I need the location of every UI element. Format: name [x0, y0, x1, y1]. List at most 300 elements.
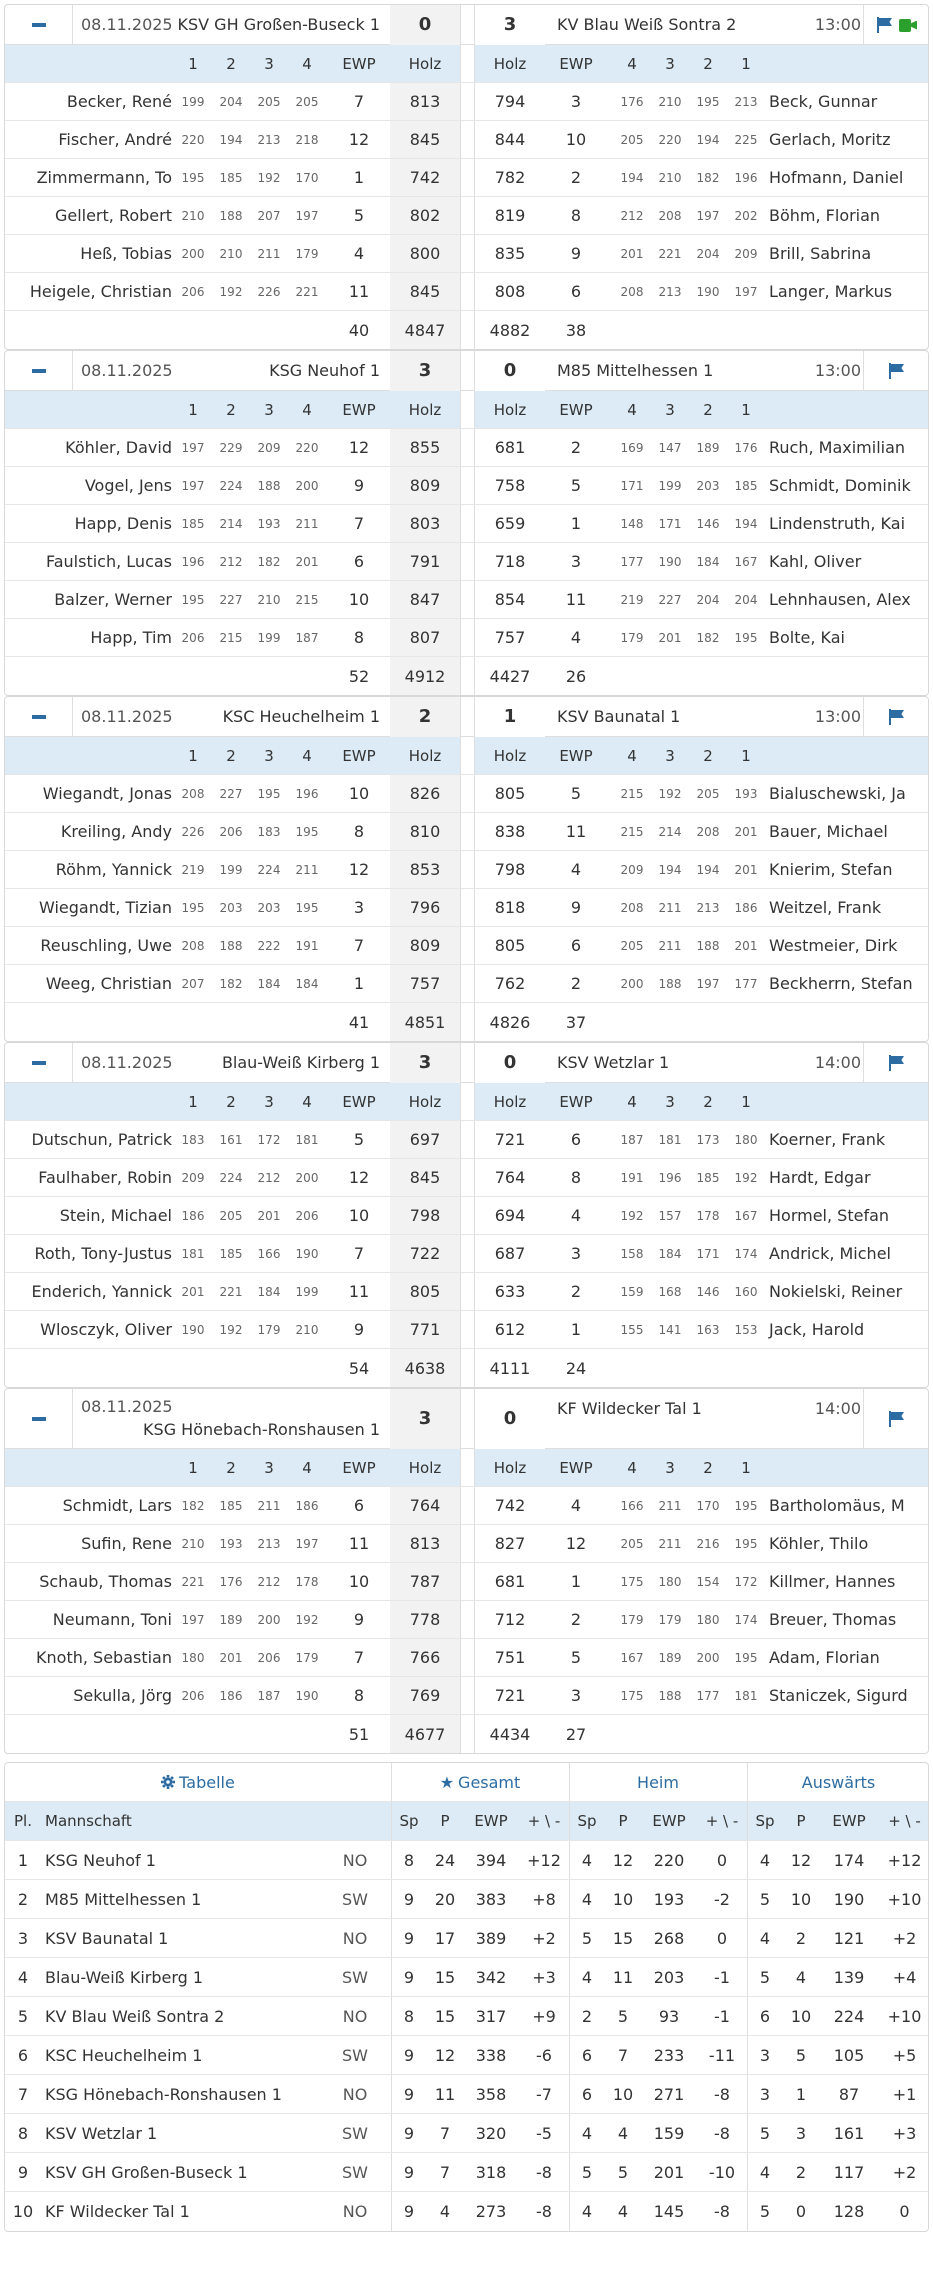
home-game-score: 201	[295, 554, 319, 569]
home-holz: 787	[390, 1563, 460, 1600]
region: SW	[342, 2162, 368, 2182]
away-player[interactable]: Langer, Markus	[769, 282, 893, 301]
home-game-score: 190	[295, 1246, 319, 1261]
away-ewp: 9	[570, 898, 582, 917]
home-holz: 778	[390, 1601, 460, 1638]
away-game-score: 146	[696, 1284, 720, 1299]
rank: 9	[17, 2162, 29, 2182]
tab-tabelle-label: Tabelle	[179, 1772, 235, 1792]
home-game-score: 195	[181, 170, 205, 185]
home-player[interactable]: Wlosczyk, Oliver	[40, 1320, 172, 1339]
away-ewp: 4	[570, 1496, 582, 1515]
away-holz: 742	[494, 1496, 526, 1515]
video-icon[interactable]	[899, 19, 917, 32]
away-holz: 838	[494, 822, 526, 841]
away-game-score: 190	[658, 554, 682, 569]
heim-value: 4	[581, 2202, 593, 2221]
team-name[interactable]: KSG Hönebach-Ronshausen 1	[45, 2084, 282, 2104]
home-player[interactable]: Neumann, Toni	[52, 1610, 172, 1629]
away-player[interactable]: Andrick, Michel	[769, 1244, 891, 1263]
home-game-score: 180	[181, 1650, 205, 1665]
standings-group-row	[5, 1763, 928, 1802]
match-header	[5, 5, 928, 45]
home-player[interactable]: Gellert, Robert	[54, 206, 172, 225]
home-game-score: 200	[257, 1612, 281, 1627]
heim-value: 4	[617, 2202, 629, 2221]
home-score: 3	[390, 351, 460, 391]
player-row	[5, 1563, 928, 1601]
away-player[interactable]: Hormel, Stefan	[769, 1206, 890, 1225]
away-game-score: 205	[620, 1536, 644, 1551]
col-ewp: EWP	[559, 746, 593, 765]
player-row	[5, 1601, 928, 1639]
away-team: KSV Wetzlar 1	[557, 1053, 670, 1072]
away-game-score: 192	[658, 786, 682, 801]
player-row	[5, 927, 928, 965]
rank: 3	[17, 1928, 29, 1948]
gesamt-value: 342	[475, 1967, 507, 1987]
col-game-3: 3	[264, 400, 274, 419]
collapse-button[interactable]	[5, 1043, 73, 1083]
region: SW	[342, 2045, 368, 2065]
flag-icon[interactable]	[877, 17, 893, 33]
home-total-holz: 4912	[390, 657, 460, 695]
home-game-score: 185	[181, 516, 205, 531]
away-holz: 687	[494, 1244, 526, 1263]
home-player[interactable]: Happ, Denis	[74, 514, 172, 533]
gesamt-value: 318	[475, 2162, 507, 2182]
auswaerts-value: 2	[795, 1928, 807, 1948]
away-game-score: 213	[658, 284, 682, 299]
away-game-score: 216	[696, 1536, 720, 1551]
auswaerts-value: 3	[759, 2045, 771, 2065]
home-game-score: 209	[257, 440, 281, 455]
home-game-score: 211	[295, 516, 319, 531]
auswaerts-value: 5	[759, 1967, 771, 1987]
region: SW	[342, 1967, 368, 1987]
home-game-score: 212	[257, 1170, 281, 1185]
away-game-score: 176	[620, 94, 644, 109]
home-player[interactable]: Schmidt, Lars	[62, 1496, 172, 1515]
home-total-ewp: 54	[348, 1358, 370, 1378]
home-game-score: 206	[257, 1650, 281, 1665]
home-player[interactable]: Sufin, Rene	[81, 1534, 172, 1553]
away-game-score: 220	[658, 132, 682, 147]
match-card	[4, 696, 929, 1042]
heim-value: 10	[612, 2084, 634, 2104]
heim-value: 4	[581, 2123, 593, 2143]
home-player[interactable]: Wiegandt, Tizian	[39, 898, 172, 917]
col-game-4: 4	[627, 746, 637, 765]
home-game-score: 206	[219, 824, 243, 839]
auswaerts-value: +2	[892, 1928, 917, 1948]
home-player[interactable]: Zimmermann, To	[36, 168, 172, 187]
away-player[interactable]: Breuer, Thomas	[769, 1610, 897, 1629]
col-game-1: 1	[188, 54, 198, 73]
away-game-score: 158	[620, 1246, 644, 1261]
away-player[interactable]: Bauer, Michael	[769, 822, 888, 841]
home-player[interactable]: Enderich, Yannick	[31, 1282, 172, 1301]
away-game-score: 174	[734, 1246, 758, 1261]
away-game-score: 188	[658, 976, 682, 991]
home-holz: 813	[390, 1525, 460, 1562]
total-row	[5, 1349, 928, 1387]
team-name[interactable]: KSV Baunatal 1	[45, 1928, 169, 1948]
region: NO	[342, 1928, 368, 1948]
rank: 4	[17, 1967, 29, 1987]
auswaerts-value: +1	[892, 2084, 917, 2104]
home-game-score: 201	[219, 1650, 243, 1665]
away-game-score: 182	[696, 630, 720, 645]
away-game-score: 201	[734, 938, 758, 953]
home-game-score: 182	[219, 976, 243, 991]
away-game-score: 209	[734, 246, 758, 261]
home-game-score: 190	[181, 1322, 205, 1337]
flag-icon[interactable]	[889, 1411, 905, 1427]
team-name[interactable]: KSV Wetzlar 1	[45, 2123, 158, 2143]
col-p: P	[618, 1812, 628, 1830]
home-game-score: 188	[219, 208, 243, 223]
home-player[interactable]: Heß, Tobias	[80, 244, 172, 263]
collapse-button[interactable]	[5, 1389, 73, 1449]
away-ewp: 8	[570, 206, 582, 225]
home-player[interactable]: Happ, Tim	[90, 628, 172, 647]
home-ewp: 7	[353, 514, 365, 533]
away-player[interactable]: Hofmann, Daniel	[769, 168, 904, 187]
col-ewp: EWP	[559, 54, 593, 73]
tab-tabelle[interactable]	[5, 1763, 391, 1801]
home-game-score: 212	[257, 1574, 281, 1589]
away-player[interactable]: Schmidt, Dominik	[769, 476, 911, 495]
col-ewp: EWP	[559, 400, 593, 419]
col-game-2: 2	[226, 1458, 236, 1477]
home-player[interactable]: Wiegandt, Jonas	[42, 784, 172, 803]
match-date: 08.11.2025	[81, 1397, 173, 1416]
away-holz: 751	[494, 1648, 526, 1667]
away-holz: 694	[494, 1206, 526, 1225]
away-player[interactable]: Bialuschewski, Ja	[769, 784, 906, 803]
auswaerts-value: +4	[892, 1967, 917, 1987]
home-player[interactable]: Knoth, Sebastian	[36, 1648, 172, 1667]
home-game-score: 195	[257, 786, 281, 801]
col-diff: + \ -	[888, 1812, 921, 1830]
match-card	[4, 1042, 929, 1388]
home-game-score: 226	[257, 284, 281, 299]
match-date: 08.11.2025	[81, 361, 173, 380]
home-game-score: 166	[257, 1246, 281, 1261]
home-game-score: 205	[257, 94, 281, 109]
col-holz: Holz	[390, 1083, 460, 1120]
team-name[interactable]: KSG Neuhof 1	[45, 1850, 156, 1870]
rank: 7	[17, 2084, 29, 2104]
gesamt-value: +2	[532, 1928, 556, 1948]
away-ewp: 2	[570, 1610, 582, 1629]
player-row	[5, 1273, 928, 1311]
standings-row	[5, 2075, 928, 2114]
home-game-score: 200	[295, 1170, 319, 1185]
away-game-score: 157	[658, 1208, 682, 1223]
team-name[interactable]: KF Wildecker Tal 1	[45, 2202, 190, 2221]
home-game-score: 199	[295, 1284, 319, 1299]
away-player[interactable]: Köhler, Thilo	[769, 1534, 869, 1553]
away-team: KV Blau Weiß Sontra 2	[557, 15, 737, 34]
home-holz: 845	[390, 273, 460, 310]
gesamt-value: 320	[475, 2123, 507, 2143]
home-player[interactable]: Becker, René	[66, 92, 172, 111]
gear-icon	[161, 1775, 175, 1789]
away-game-score: 180	[734, 1132, 758, 1147]
away-holz: 633	[494, 1282, 526, 1301]
away-player[interactable]: Koerner, Frank	[769, 1130, 886, 1149]
away-game-score: 195	[734, 1498, 758, 1513]
away-player[interactable]: Adam, Florian	[769, 1648, 880, 1667]
away-player[interactable]: Beckherrn, Stefan	[769, 974, 913, 993]
away-game-score: 172	[734, 1574, 758, 1589]
home-score: 3	[390, 1389, 460, 1449]
away-game-score: 225	[734, 132, 758, 147]
away-game-score: 202	[734, 208, 758, 223]
gesamt-value: -5	[536, 2123, 552, 2143]
away-ewp: 6	[570, 1130, 582, 1149]
auswaerts-value: 121	[833, 1928, 865, 1948]
away-ewp: 3	[570, 1686, 582, 1705]
tab-auswaerts[interactable]	[747, 1763, 929, 1801]
away-game-score: 205	[620, 938, 644, 953]
away-game-score: 219	[620, 592, 644, 607]
home-game-score: 210	[295, 1322, 319, 1337]
collapse-button[interactable]	[5, 351, 73, 391]
away-total-ewp: 27	[565, 1724, 587, 1744]
home-ewp: 12	[348, 130, 370, 149]
flag-icon[interactable]	[889, 363, 905, 379]
home-ewp: 12	[348, 860, 370, 879]
player-row	[5, 543, 928, 581]
away-player[interactable]: Beck, Gunnar	[769, 92, 878, 111]
home-ewp: 4	[353, 244, 365, 263]
team-name[interactable]: KV Blau Weiß Sontra 2	[45, 2006, 225, 2026]
player-row	[5, 889, 928, 927]
home-game-score: 197	[181, 478, 205, 493]
tab-gesamt[interactable]	[391, 1763, 569, 1801]
home-player[interactable]: Roth, Tony-Justus	[34, 1244, 172, 1263]
gesamt-value: +8	[532, 1889, 556, 1909]
away-game-score: 189	[696, 440, 720, 455]
away-game-score: 181	[658, 1132, 682, 1147]
away-player[interactable]: Jack, Harold	[769, 1320, 865, 1339]
away-game-score: 197	[734, 284, 758, 299]
home-game-score: 188	[219, 938, 243, 953]
away-game-score: 141	[658, 1322, 682, 1337]
away-holz: 718	[494, 552, 526, 571]
away-ewp: 2	[570, 438, 582, 457]
away-game-score: 171	[620, 478, 644, 493]
standings-row	[5, 1958, 928, 1997]
away-ewp: 5	[570, 784, 582, 803]
away-game-score: 180	[696, 1612, 720, 1627]
home-ewp: 10	[348, 590, 370, 609]
home-player[interactable]: Faulstich, Lucas	[46, 552, 172, 571]
team-name[interactable]: Blau-Weiß Kirberg 1	[45, 1967, 204, 1987]
col-diff: + \ -	[527, 1812, 561, 1830]
away-player[interactable]: Staniczek, Sigurd	[769, 1686, 908, 1705]
home-player[interactable]: Balzer, Werner	[54, 590, 172, 609]
home-player[interactable]: Köhler, David	[65, 438, 172, 457]
player-row	[5, 1487, 928, 1525]
away-game-score: 197	[696, 976, 720, 991]
home-holz: 855	[390, 429, 460, 466]
home-holz: 805	[390, 1273, 460, 1310]
home-ewp: 6	[353, 1496, 365, 1515]
player-row	[5, 1677, 928, 1715]
team-name[interactable]: KSV GH Großen-Buseck 1	[45, 2162, 248, 2182]
match-header	[5, 1389, 928, 1449]
home-player[interactable]: Röhm, Yannick	[55, 860, 172, 879]
away-game-score: 211	[658, 938, 682, 953]
match-date: 08.11.2025	[81, 707, 173, 726]
home-game-score: 222	[257, 938, 281, 953]
away-player[interactable]: Ruch, Maximilian	[769, 438, 906, 457]
away-game-score: 169	[620, 440, 644, 455]
away-holz: 721	[494, 1130, 526, 1149]
col-game-1: 1	[741, 1092, 751, 1111]
home-player[interactable]: Sekulla, Jörg	[73, 1686, 172, 1705]
home-ewp: 6	[353, 552, 365, 571]
col-p: P	[796, 1812, 806, 1830]
away-game-score: 146	[696, 516, 720, 531]
home-score: 0	[390, 5, 460, 45]
auswaerts-value: 5	[759, 2202, 771, 2221]
tab-heim[interactable]	[569, 1763, 747, 1801]
collapse-button[interactable]	[5, 697, 73, 737]
standings-row	[5, 2036, 928, 2075]
flag-icon[interactable]	[889, 709, 905, 725]
away-player[interactable]: Lehnhausen, Alex	[769, 590, 911, 609]
heim-value: 6	[581, 2084, 593, 2104]
away-ewp: 9	[570, 244, 582, 263]
player-row	[5, 1311, 928, 1349]
home-ewp: 11	[348, 1282, 370, 1301]
away-holz: 798	[494, 860, 526, 879]
home-ewp: 9	[353, 476, 365, 495]
flag-icon[interactable]	[889, 1055, 905, 1071]
home-ewp: 11	[348, 282, 370, 301]
gesamt-value: 273	[475, 2202, 507, 2221]
home-player[interactable]: Faulhaber, Robin	[38, 1168, 172, 1187]
away-game-score: 179	[658, 1612, 682, 1627]
away-total-holz: 4434	[489, 1724, 531, 1744]
home-player[interactable]: Weeg, Christian	[45, 974, 172, 993]
col-game-3: 3	[665, 1458, 675, 1477]
heim-value: -8	[714, 2123, 730, 2143]
away-player[interactable]: Bolte, Kai	[769, 628, 845, 647]
away-player[interactable]: Böhm, Florian	[769, 206, 881, 225]
away-game-score: 176	[734, 440, 758, 455]
home-total-holz: 4638	[390, 1349, 460, 1387]
away-player[interactable]: Brill, Sabrina	[769, 244, 872, 263]
gesamt-value: 15	[434, 2006, 456, 2026]
away-player[interactable]: Hardt, Edgar	[769, 1168, 871, 1187]
away-player[interactable]: Bartholomäus, M	[769, 1496, 905, 1515]
score-header-row	[5, 45, 928, 83]
away-game-score: 170	[696, 1498, 720, 1513]
away-holz: 805	[494, 936, 526, 955]
away-player[interactable]: Weitzel, Frank	[769, 898, 882, 917]
player-row	[5, 1639, 928, 1677]
minus-icon	[32, 715, 46, 719]
collapse-button[interactable]	[5, 5, 73, 45]
auswaerts-value: 117	[833, 2162, 865, 2182]
team-name[interactable]: M85 Mittelhessen 1	[45, 1889, 202, 1909]
home-total-ewp: 41	[348, 1012, 370, 1032]
away-total-ewp: 38	[565, 320, 587, 340]
away-player[interactable]: Killmer, Hannes	[769, 1572, 896, 1591]
player-row	[5, 197, 928, 235]
auswaerts-value: 3	[795, 2123, 807, 2143]
home-game-score: 206	[181, 284, 205, 299]
away-score: 1	[475, 697, 545, 737]
away-game-score: 194	[696, 132, 720, 147]
away-game-score: 194	[734, 516, 758, 531]
gesamt-value: +12	[527, 1850, 561, 1870]
home-game-score: 209	[181, 1170, 205, 1185]
away-player[interactable]: Gerlach, Moritz	[769, 130, 891, 149]
away-player[interactable]: Lindenstruth, Kai	[769, 514, 906, 533]
away-player[interactable]: Nokielski, Reiner	[769, 1282, 903, 1301]
home-game-score: 182	[257, 554, 281, 569]
col-ewp: EWP	[342, 54, 376, 73]
away-game-score: 177	[696, 1688, 720, 1703]
home-holz: 769	[390, 1677, 460, 1714]
team-name[interactable]: KSC Heuchelheim 1	[45, 2045, 203, 2065]
heim-value: 4	[581, 1967, 593, 1987]
player-row	[5, 1197, 928, 1235]
home-player[interactable]: Reuschling, Uwe	[40, 936, 172, 955]
away-game-score: 155	[620, 1322, 644, 1337]
away-holz: 794	[494, 92, 526, 111]
away-game-score: 211	[658, 1498, 682, 1513]
home-player[interactable]: Fischer, André	[58, 130, 172, 149]
home-score: 2	[390, 697, 460, 737]
home-game-score: 221	[181, 1574, 205, 1589]
heim-value: 201	[653, 2162, 685, 2182]
home-game-score: 196	[295, 786, 319, 801]
tab-heim-label: Heim	[637, 1772, 679, 1792]
home-player[interactable]: Schaub, Thomas	[39, 1572, 172, 1591]
gesamt-value: 15	[434, 1967, 456, 1987]
home-player[interactable]: Stein, Michael	[59, 1206, 172, 1225]
away-player[interactable]: Kahl, Oliver	[769, 552, 862, 571]
home-player[interactable]: Heigele, Christian	[29, 282, 172, 301]
home-holz: 803	[390, 505, 460, 542]
home-player[interactable]: Kreiling, Andy	[60, 822, 172, 841]
auswaerts-value: 4	[759, 2162, 771, 2182]
gesamt-value: 7	[439, 2162, 451, 2182]
home-game-score: 197	[295, 1536, 319, 1551]
away-holz: 819	[494, 206, 526, 225]
home-player[interactable]: Dutschun, Patrick	[31, 1130, 172, 1149]
away-player[interactable]: Knierim, Stefan	[769, 860, 893, 879]
away-game-score: 193	[734, 786, 758, 801]
col-holz: Holz	[493, 1092, 527, 1111]
home-game-score: 186	[219, 1688, 243, 1703]
away-player[interactable]: Westmeier, Dirk	[769, 936, 898, 955]
home-player[interactable]: Vogel, Jens	[84, 476, 172, 495]
away-ewp: 5	[570, 1648, 582, 1667]
away-ewp: 4	[570, 628, 582, 647]
home-game-score: 178	[295, 1574, 319, 1589]
home-game-score: 213	[257, 132, 281, 147]
home-game-score: 224	[219, 1170, 243, 1185]
